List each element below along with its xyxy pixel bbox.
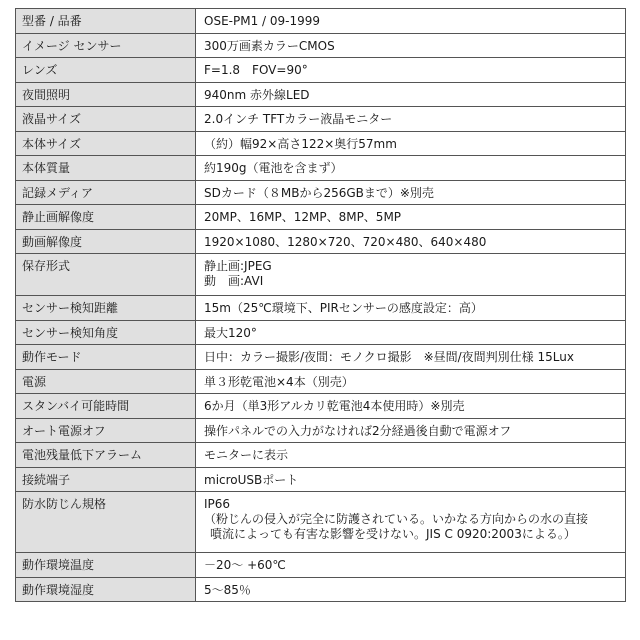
spec-label: 防水防じん規格 [16,492,196,553]
spec-value-line: 操作パネルでの入力がなければ2分経過後自動で電源オフ [204,423,512,438]
spec-label: スタンバイ可能時間 [16,394,196,419]
spec-value-line: 単３形乾電池×4本（別売） [204,374,354,389]
spec-value-line: （約）幅92×高さ122×奥行57mm [204,136,397,151]
spec-row [16,180,626,205]
spec-label: 電池残量低下アラーム [16,443,196,468]
spec-row [16,467,626,492]
spec-row [16,229,626,254]
spec-label: 動画解像度 [16,229,196,254]
spec-value [196,394,626,419]
spec-value [196,418,626,443]
spec-label: 本体質量 [16,156,196,181]
spec-row [16,131,626,156]
spec-row [16,345,626,370]
spec-value [196,131,626,156]
spec-row [16,82,626,107]
spec-label: 型番 / 品番 [16,9,196,34]
spec-value-line: 300万画素カラーCMOS [204,38,335,53]
spec-label: レンズ [16,58,196,83]
spec-row [16,33,626,58]
spec-value [196,345,626,370]
spec-label: イメージ センサー [16,33,196,58]
spec-value [196,369,626,394]
spec-value-line: F=1.8 FOV=90° [204,63,308,77]
spec-value-line: 940nm 赤外線LED [204,87,310,102]
spec-value-line: 2.0インチ TFTカラー液晶モニター [204,112,393,126]
spec-row [16,58,626,83]
spec-value-line: （粉じんの侵入が完全に防護されている。いかなる方向からの水の直接 [204,512,589,526]
spec-value [196,33,626,58]
spec-value [196,9,626,34]
spec-label: センサー検知角度 [16,320,196,345]
spec-value-line: 5～85％ [204,582,251,597]
spec-row [16,577,626,602]
spec-label: 本体サイズ [16,131,196,156]
spec-value-line: 6か月（単3形アルカリ乾電池4本使用時）※別売 [204,399,465,413]
spec-value-line: 静止画:JPEG [204,259,272,273]
spec-value-line: microUSBポート [204,472,299,487]
spec-value [196,553,626,578]
spec-label: 静止画解像度 [16,205,196,230]
spec-label: センサー検知距離 [16,296,196,321]
spec-value-line: モニターに表示 [204,448,289,462]
spec-table [15,8,626,602]
spec-value [196,205,626,230]
spec-row [16,296,626,321]
spec-row [16,205,626,230]
spec-value-line: 最大120° [204,325,257,340]
spec-value-line: 1920×1080、1280×720、720×480、640×480 [204,234,487,249]
spec-value-line: 噴流によっても有害な影響を受けない。JIS C 0920:2003による。） [210,527,576,541]
spec-row [16,394,626,419]
spec-value-line: 日中：カラー撮影/夜間：モノクロ撮影 ※昼間/夜間判別仕様 15Lux [204,350,574,364]
spec-value [196,156,626,181]
spec-row [16,443,626,468]
spec-label: 動作環境湿度 [16,577,196,602]
spec-row [16,369,626,394]
spec-label: オート電源オフ [16,418,196,443]
spec-sheet [15,8,625,602]
spec-label: 記録メディア [16,180,196,205]
spec-value [196,82,626,107]
spec-value [196,107,626,132]
spec-value-line: －20～ +60℃ [204,558,286,572]
spec-row [16,156,626,181]
spec-label: 接続端子 [16,467,196,492]
spec-label: 夜間照明 [16,82,196,107]
spec-row [16,9,626,34]
spec-row [16,107,626,132]
spec-label: 液晶サイズ [16,107,196,132]
spec-value [196,296,626,321]
spec-value-line: 20MP、16MP、12MP、8MP、5MP [204,210,402,224]
spec-table-body [16,9,626,602]
spec-value-line: 動 画:AVI [204,274,264,288]
spec-value [196,467,626,492]
spec-value [196,577,626,602]
spec-value [196,443,626,468]
spec-value-line: 15m（25℃環境下、PIRセンサーの感度設定：高） [204,301,483,315]
spec-value [196,180,626,205]
spec-value-line: IP66 [204,497,231,511]
spec-row [16,254,626,296]
spec-label: 電源 [16,369,196,394]
spec-value-line: 約190g（電池を含まず） [204,161,343,175]
spec-value [196,58,626,83]
spec-value-line: SDカード（８MBから256GBまで）※別売 [204,185,434,200]
spec-value [196,254,626,296]
spec-row [16,553,626,578]
spec-value [196,320,626,345]
spec-label: 動作モード [16,345,196,370]
spec-label: 動作環境温度 [16,553,196,578]
spec-row [16,320,626,345]
spec-value-line: OSE-PM1 / 09-1999 [204,14,321,28]
spec-row [16,492,626,553]
spec-label: 保存形式 [16,254,196,296]
spec-value [196,229,626,254]
spec-row [16,418,626,443]
spec-value [196,492,626,553]
